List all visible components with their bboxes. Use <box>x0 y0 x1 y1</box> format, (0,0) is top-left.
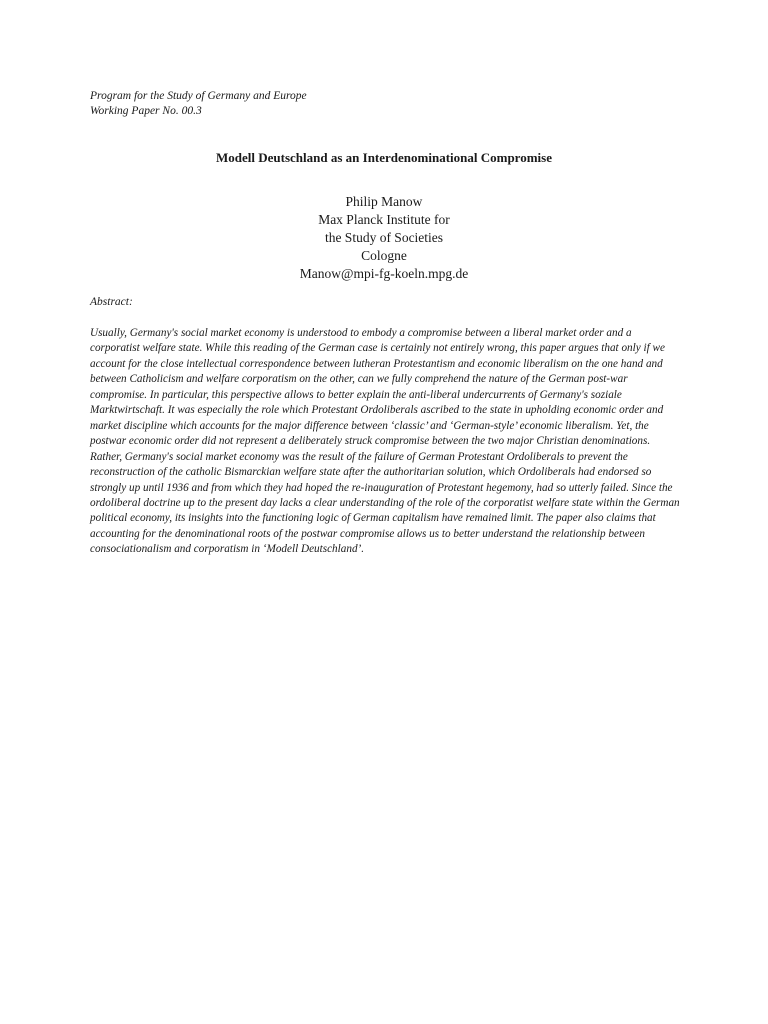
abstract-line: between Catholicism and welfare corporatism on the other, can we fully comprehend the nature of the German post-war <box>90 373 628 386</box>
program-name: Program for the Study of Germany and Europe <box>90 90 307 102</box>
abstract-line: reconstruction of the catholic Bismarckian welfare state after the authoritarian solution, which Ordoliberals had endorsed so <box>90 466 652 479</box>
abstract-line: Usually, Germany's social market economy is understood to embody a compromise between a liberal market order and a <box>90 327 632 339</box>
abstract-line: consociationalism and corporatism in ‘Modell Deutschland’. <box>90 543 365 556</box>
paper-header <box>90 89 307 119</box>
abstract-line: corporatist welfare state. While this reading of the German case is certainly not entirely wrong, this paper argues that only if we <box>90 342 665 355</box>
abstract-line: accounting for the denominational roots of the postwar compromise allows us to better understand the relationship between <box>90 527 645 540</box>
author-email: Manow@mpi-fg-koeln.mpg.de <box>299 266 469 281</box>
abstract-line: account for the close intellectual correspondence between lutheran Protestantism and economic liberalism on the one hand and <box>90 357 663 370</box>
working-paper-number: Working Paper No. 00.3 <box>90 105 202 117</box>
abstract-line: postwar economic order did not represent a deliberately struck compromise between the two major Christian denominations. <box>90 435 651 448</box>
abstract-line: strongly up until 1936 and from which they had hoped the re-inauguration of Protestant hegemony, had so utterly failed. Since the <box>90 481 673 494</box>
abstract-line: market discipline which accounts for the major difference between ‘classic’ and ‘German-style’ economic liberalism. Yet, the <box>90 419 649 432</box>
abstract-body <box>90 326 690 558</box>
author-name: Philip Manow <box>345 194 423 209</box>
paper-title: Modell Deutschland as an Interdenominational Compromise <box>216 150 552 165</box>
abstract-line: compromise. In particular, this perspective allows to better explain the anti-liberal undercurrents of Germany's soziale <box>90 388 622 401</box>
abstract-line: political economy, its insights into the functioning logic of German capitalism have remained limit. The paper also claims that <box>90 512 656 525</box>
abstract-line: Rather, Germany's social market economy was the result of the failure of German Protestant Ordoliberals to prevent the <box>90 450 628 463</box>
abstract-line: ordoliberal doctrine up to the present day lacks a clear understanding of the role of the corporatist welfare state within the German <box>90 496 680 509</box>
abstract-label: Abstract: <box>90 296 133 308</box>
author-city: Cologne <box>361 248 407 263</box>
author-institute-line-2: the Study of Societies <box>324 230 444 245</box>
author-block <box>0 193 768 283</box>
author-institute-line-1: Max Planck Institute for <box>318 212 450 227</box>
abstract-line: Marktwirtschaft. It was especially the role which Protestant Ordoliberals ascribed to the state in upholding economic order and <box>90 404 664 417</box>
